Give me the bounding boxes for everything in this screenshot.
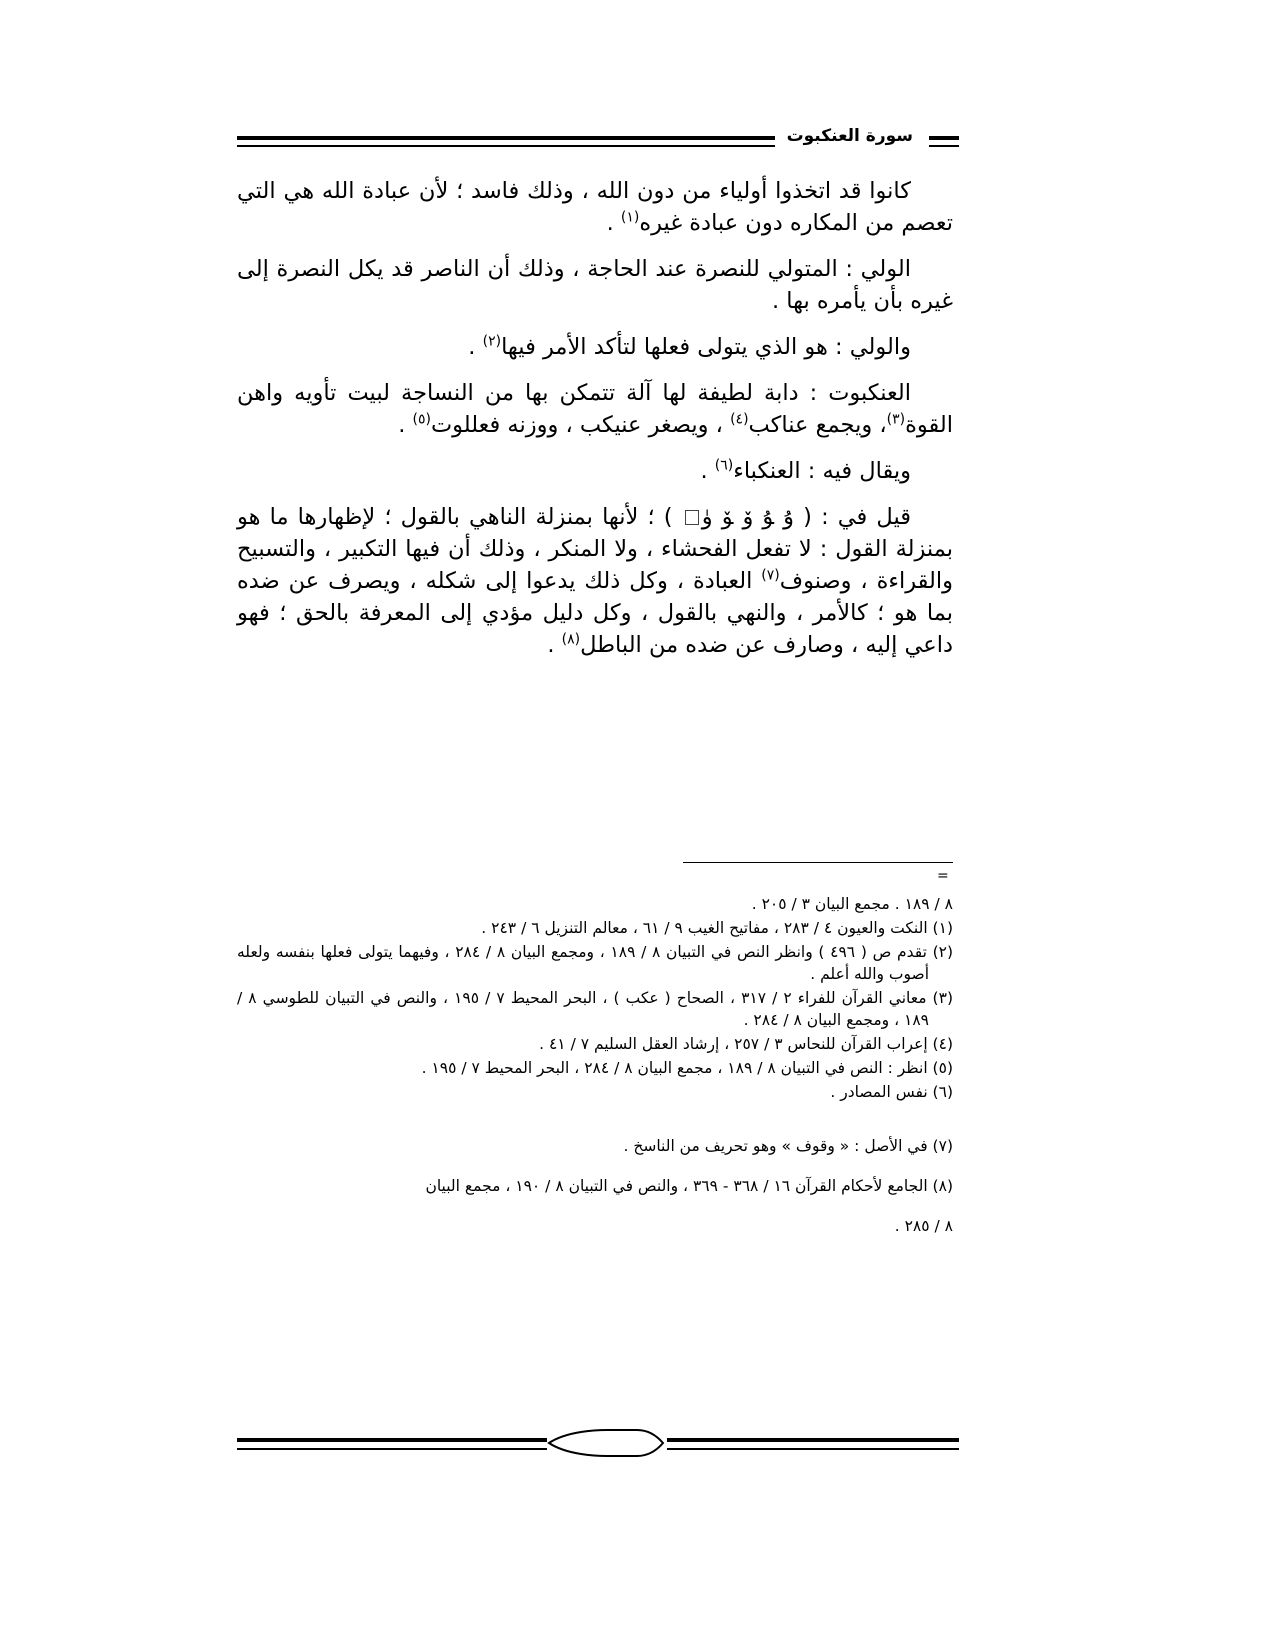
paragraph-2: الولي : المتولي للنصرة عند الحاجة ، وذلك أن الناصر قد يكل النصرة إلى غيره بأن يأمره بها . [237, 256, 953, 314]
footnote-ref: (٨) [561, 631, 581, 648]
paragraph-3: والولي : هو الذي يتولى فعلها لتأكد الأمر فيها$^{(٢)}$ . [468, 333, 911, 360]
footnote-ref: (٤) [730, 411, 749, 428]
footnote-8: (٨) الجامع لأحكام القرآن ١٦ / ٣٦٨ - ٣٦٩ ، والنص في التبيان ٨ / ١٩٠ ، مجمع البيان [425, 1177, 953, 1195]
footnote-ref: (٥) [412, 411, 431, 428]
footnote-4: (٤) إعراب القرآن للنحاس ٣ / ٢٥٧ ، إرشاد العقل السليم ٧ / ٤١ . [539, 1035, 953, 1053]
footnote-8-end: ٨ / ٢٨٥ . [894, 1217, 953, 1235]
header-rule [237, 136, 775, 147]
footer-rule-right [667, 1438, 959, 1450]
footnote-3: (٣) معاني القرآن للفراء ٢ / ٣١٧ ، الصحاح ( عكب ) ، البحر المحيط ٧ / ١٩٥ ، والنص في التبيان للطوسي ٨ / ١٨٩ ، ومجمع البيان ٨ / ٢٨٤ . [237, 989, 953, 1029]
footnote-ref: (٢) [482, 333, 502, 350]
footnote-7: (٧) في الأصل : « وقوف » وهو تحريف من الناسخ . [623, 1137, 953, 1155]
paragraph-5: ويقال فيه : العنكباء$^{(٦)}$ . [700, 457, 911, 484]
footnote-5: (٥) انظر : النص في التبيان ٨ / ١٨٩ ، مجمع البيان ٨ / ٢٨٤ ، البحر المحيط ٧ / ١٩٥ . [421, 1059, 953, 1077]
footnote-1: (١) النكت والعيون ٤ / ٢٨٣ ، مفاتيح الغيب ٩ / ٦١ ، معالم التنزيل ٦ / ٢٤٣ . [481, 919, 953, 937]
footnote-6: (٦) نفس المصادر . [830, 1083, 953, 1101]
footnote-separator [683, 862, 953, 863]
paragraph-6: قيل في : ( ﯗ ﯘ ﯙ ﯚ ﯛ ) ؛ لأنها بمنزلة الناهي بالقول ؛ لإظهارها ما هو بمنزلة القول : لا تفعل الفحشاء ، ولا المنكر ، وذلك أن فيها التكبير ، والتسبيح والقراءة ، وصنوف$^{(٧)}$ العبادة ، وكل ذلك يدعوا إلى شكله ، ويصرف عن ضده بما هو ؛ كالأمر ، والنهي بالقول ، وكل دليل مؤدي إلى المعرفة بالحق ؛ فهو داعي إليه ، وصارف عن ضده من الباطل$^{(٨)}$ . [237, 504, 953, 658]
page-footer [237, 1428, 959, 1458]
paragraph-4: العنكبوت : دابة لطيفة لها آلة تتمكن بها من النساجة لبيت تأويه واهن القوة$^{(٣)}$، ويجمع عناكب$^{(٤)}$ ، ويصغر عنيكب ، ووزنه فعللوت$^{(٥)}$ . [237, 380, 953, 438]
footnote-ref: (٣) [886, 411, 906, 428]
page-header [237, 128, 959, 152]
paragraph-1: كانوا قد اتخذوا أولياء من دون الله ، وذلك فاسد ؛ لأن عبادة الله هي التي تعصم من المكاره دون عبادة غيره$^{(١)}$ . [237, 178, 953, 236]
footnote-ref: (١) [620, 209, 640, 226]
footnote-gap [237, 1105, 953, 1135]
main-text [237, 175, 953, 675]
missing-glyph-icon [685, 510, 699, 525]
surah-title: سورة العنكبوت [786, 126, 913, 146]
footnotes [237, 893, 953, 1239]
header-rule-short [929, 136, 959, 147]
footnote-continuation: ٨ / ١٨٩ . مجمع البيان ٣ / ٢٠٥ . [751, 895, 953, 913]
footnote-2: (٢) تقدم ص ( ٤٩٦ ) وانظر النص في التبيان ٨ / ١٨٩ ، ومجمع البيان ٨ / ٢٨٤ ، وفيهما يتولى فعلها بنفسه ولعله أصوب والله أعلم . [237, 943, 954, 983]
footnote-continuation-mark: = [937, 868, 949, 884]
footnote-ref: (٦) [714, 457, 734, 474]
footnote-ref: (٧) [761, 567, 780, 584]
